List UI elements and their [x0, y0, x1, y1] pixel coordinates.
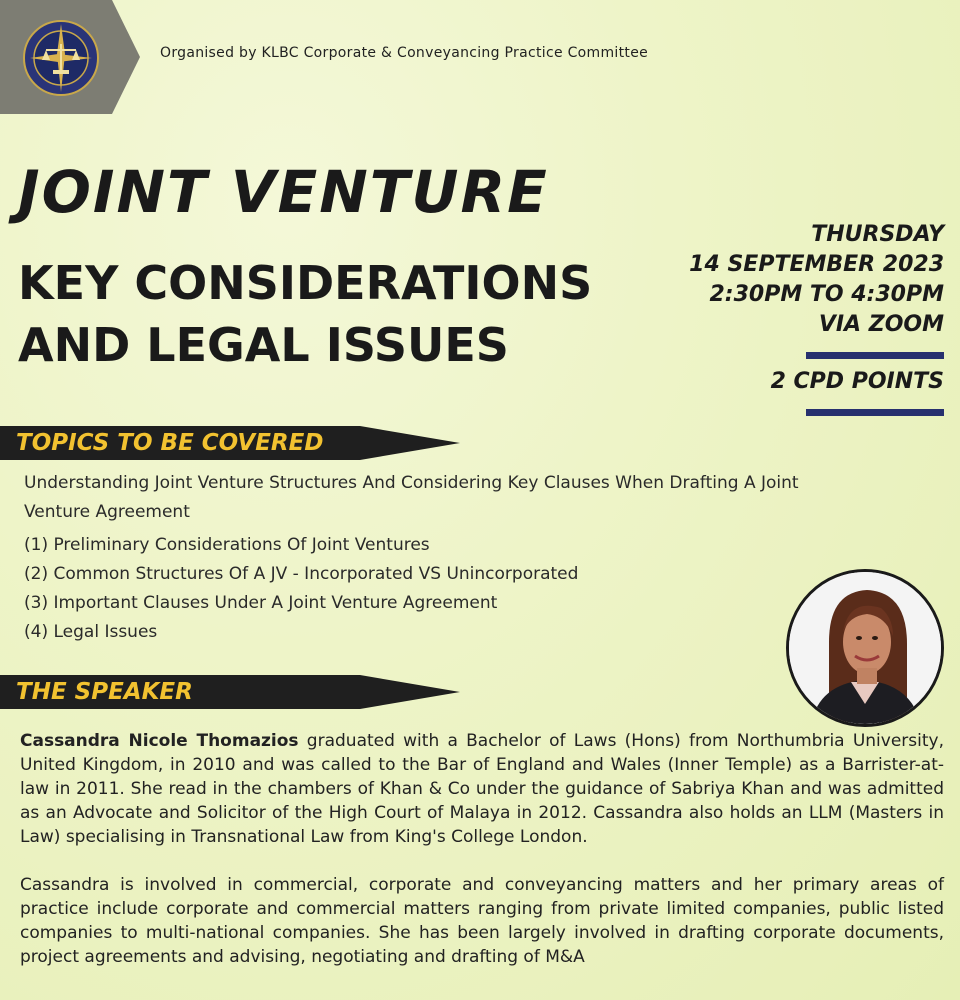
- event-info: [689, 220, 944, 340]
- event-day: THURSDAY: [811, 222, 944, 247]
- title-sub-line2: AND LEGAL ISSUES: [18, 318, 509, 372]
- topic-item: (3) Important Clauses Under A Joint Venture Agreement: [24, 593, 498, 613]
- topics-intro: Understanding Joint Venture Structures And Considering Key Clauses When Drafting A Joint Venture Agreement: [24, 473, 799, 522]
- bio-paragraph-1: [20, 729, 944, 849]
- speaker-photo: [786, 569, 944, 727]
- title-sub: [18, 252, 678, 376]
- bio-paragraph-2: Cassandra is involved in commercial, corporate and conveyancing matters and her primary areas of practice include corporate and commercial matters ranging from private limited companies, public listed companies to multi-national companies. She has been largely involved in drafting corporate documents, project agreements and advising, negotiating and drafting of M&A: [20, 875, 944, 967]
- topics-heading: TOPICS TO BE COVERED: [16, 430, 324, 456]
- title-main: JOINT VENTURE: [18, 158, 549, 226]
- topic-item: (1) Preliminary Considerations Of Joint Ventures: [24, 535, 430, 555]
- bar-malaysia-logo: [22, 14, 100, 102]
- event-time: 2:30PM TO 4:30PM: [709, 282, 944, 307]
- cpd-points: 2 CPD POINTS: [770, 369, 944, 394]
- logo-banner: [0, 0, 140, 114]
- divider-bottom: [806, 409, 944, 416]
- divider-top: [806, 352, 944, 359]
- speaker-bio: [20, 729, 944, 993]
- topics-list: [24, 469, 844, 647]
- event-venue: VIA ZOOM: [818, 312, 944, 337]
- title-sub-line1: KEY CONSIDERATIONS: [18, 256, 593, 310]
- speaker-portrait: [789, 572, 941, 724]
- speaker-name: Cassandra Nicole Thomazios: [20, 731, 299, 751]
- organiser-text: Organised by KLBC Corporate & Conveyancing Practice Committee: [160, 45, 649, 61]
- topic-item: (2) Common Structures Of A JV - Incorporated VS Unincorporated: [24, 564, 579, 584]
- bio-text-1: graduated with a Bachelor of Laws (Hons) from Northumbria University, United Kingdom, in 2010 and was called to the Bar of England and Wales (Inner Temple) as a Barrister-at-law in 2011. She read in the chambers of Khan & Co under the guidance of Sabriya Khan and was admitted as an Advocate and Solicitor of the High Court of Malaya in 2012. Cassandra also holds an LLM (Masters in Law) specialising in Transnational Law from King's College London.: [20, 731, 945, 847]
- topic-item: (4) Legal Issues: [24, 622, 158, 642]
- event-date: 14 SEPTEMBER 2023: [689, 252, 944, 277]
- speaker-heading: THE SPEAKER: [16, 679, 193, 705]
